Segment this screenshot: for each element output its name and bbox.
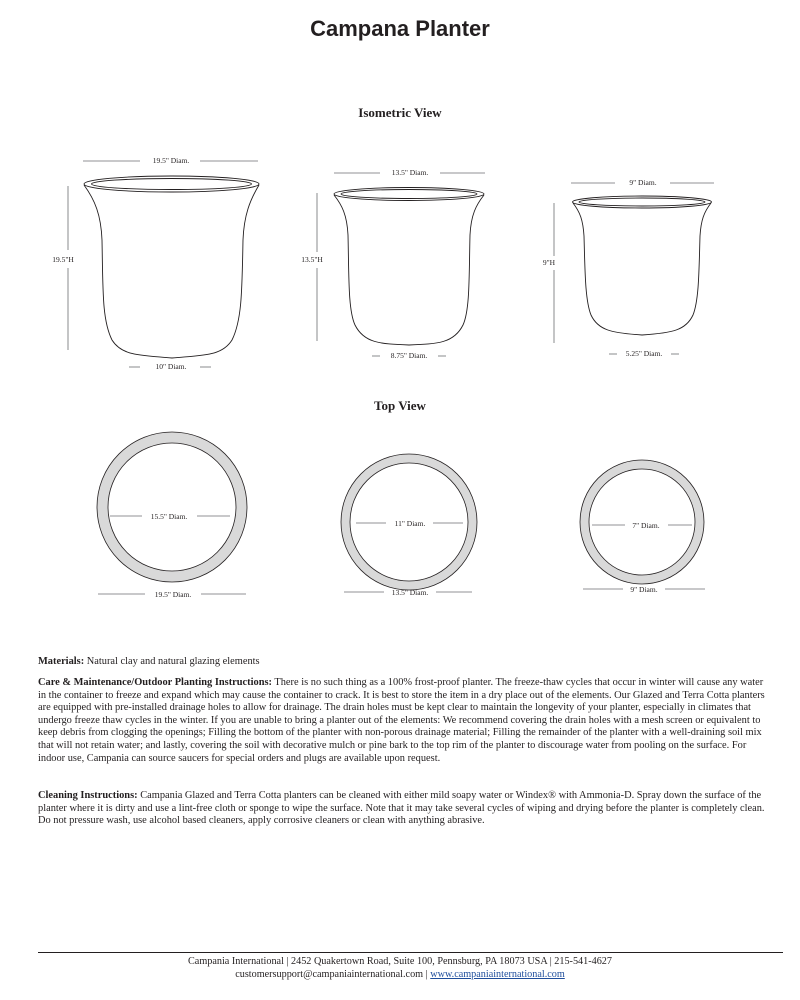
- dim-outer-diameter-medium: 13.5" Diam.: [391, 588, 429, 597]
- care-paragraph: [38, 677, 766, 765]
- footer: [0, 955, 800, 981]
- isometric-planter-medium: [334, 188, 484, 346]
- dim-outer-diameter-large: 19.5" Diam.: [154, 590, 192, 599]
- footer-address: Campania International | 2452 Quakertown Road, Suite 100, Pennsburg, PA 18073 USA | 215-541-4627: [188, 956, 612, 967]
- dim-inner-diameter-large: 15.5" Diam.: [150, 512, 188, 521]
- footer-divider: [38, 952, 783, 953]
- materials-paragraph: [38, 656, 766, 669]
- dim-bottom-diameter-large: 10" Diam.: [155, 362, 187, 371]
- dim-top-diameter-small: 9" Diam.: [629, 178, 657, 187]
- dim-height-medium: 13.5"H: [301, 255, 323, 264]
- dim-inner-diameter-medium: 11" Diam.: [394, 519, 426, 528]
- dim-top-diameter-medium: 13.5" Diam.: [391, 168, 429, 177]
- dim-height-large: 19.5"H: [52, 255, 74, 264]
- dim-inner-diameter-small: 7" Diam.: [632, 521, 660, 530]
- care-text: There is no such thing as a 100% frost-proof planter. The freeze-thaw cycles that occur in winter will cause any water in the container to freeze and expand which may cause the container to crack. It is best to store the item in a dry place out of the elements. Our Glazed and Terra Cotta planters are equipped with pre-installed drainage holes to allow for drainage. The drain holes must be kept clear to maintain the longevity of your planter, especially in climates that undergo freeze thaw cycles in the winter. If you are unable to bring a planter out of the elements: We recommend covering the drain holes with a mesh screen or equivalent to keep debris from clogging the openings; Filling the bottom of the planter with non-porous drainage material; Filling the remainder of the planter with a well-draining soil mix that will not retain water; and lastly, covering the soil with decorative mulch or pine bark to the top rim of the planter to discourage water from pooling on the surface. For indoor use, Campania can source saucers for special orders and plugs are available upon request.: [38, 677, 765, 764]
- footer-email: customersupport@campaniainternational.com: [235, 969, 424, 980]
- materials-text: Natural clay and natural glazing elements: [84, 656, 260, 667]
- dim-top-diameter-large: 19.5" Diam.: [152, 156, 190, 165]
- cleaning-label: Cleaning Instructions:: [38, 790, 138, 801]
- materials-label: Materials:: [38, 656, 85, 667]
- dim-bottom-diameter-small: 5.25" Diam.: [625, 349, 663, 358]
- care-label: Care & Maintenance/Outdoor Planting Instructions:: [38, 677, 272, 688]
- cleaning-text: Campania Glazed and Terra Cotta planters can be cleaned with either mild soapy water or Windex® with Ammonia-D. Spray down the surface of the planter where it is dirty and use a lint-free cloth or sponge to wipe the surface. Note that it may take several cycles of wiping and drying before the planter is completely clean. Do not pressure wash, use alcohol based cleaners, apply corrosive cleaners or clean with anything abrasive.: [38, 790, 765, 827]
- top-view-ring-large: [97, 432, 247, 582]
- isometric-planter-small: [573, 196, 712, 335]
- page-title: Campana Planter: [310, 16, 490, 41]
- top-view-heading: Top View: [374, 398, 426, 413]
- dim-outer-diameter-small: 9" Diam.: [630, 585, 658, 594]
- footer-website-link[interactable]: www.campaniainternational.com: [430, 969, 565, 980]
- isometric-planter-large: [84, 176, 259, 358]
- footer-separator: |: [423, 969, 431, 980]
- dim-height-small: 9"H: [542, 258, 556, 267]
- cleaning-paragraph: [38, 790, 766, 828]
- isometric-view-heading: Isometric View: [358, 105, 442, 120]
- dim-bottom-diameter-medium: 8.75" Diam.: [390, 351, 428, 360]
